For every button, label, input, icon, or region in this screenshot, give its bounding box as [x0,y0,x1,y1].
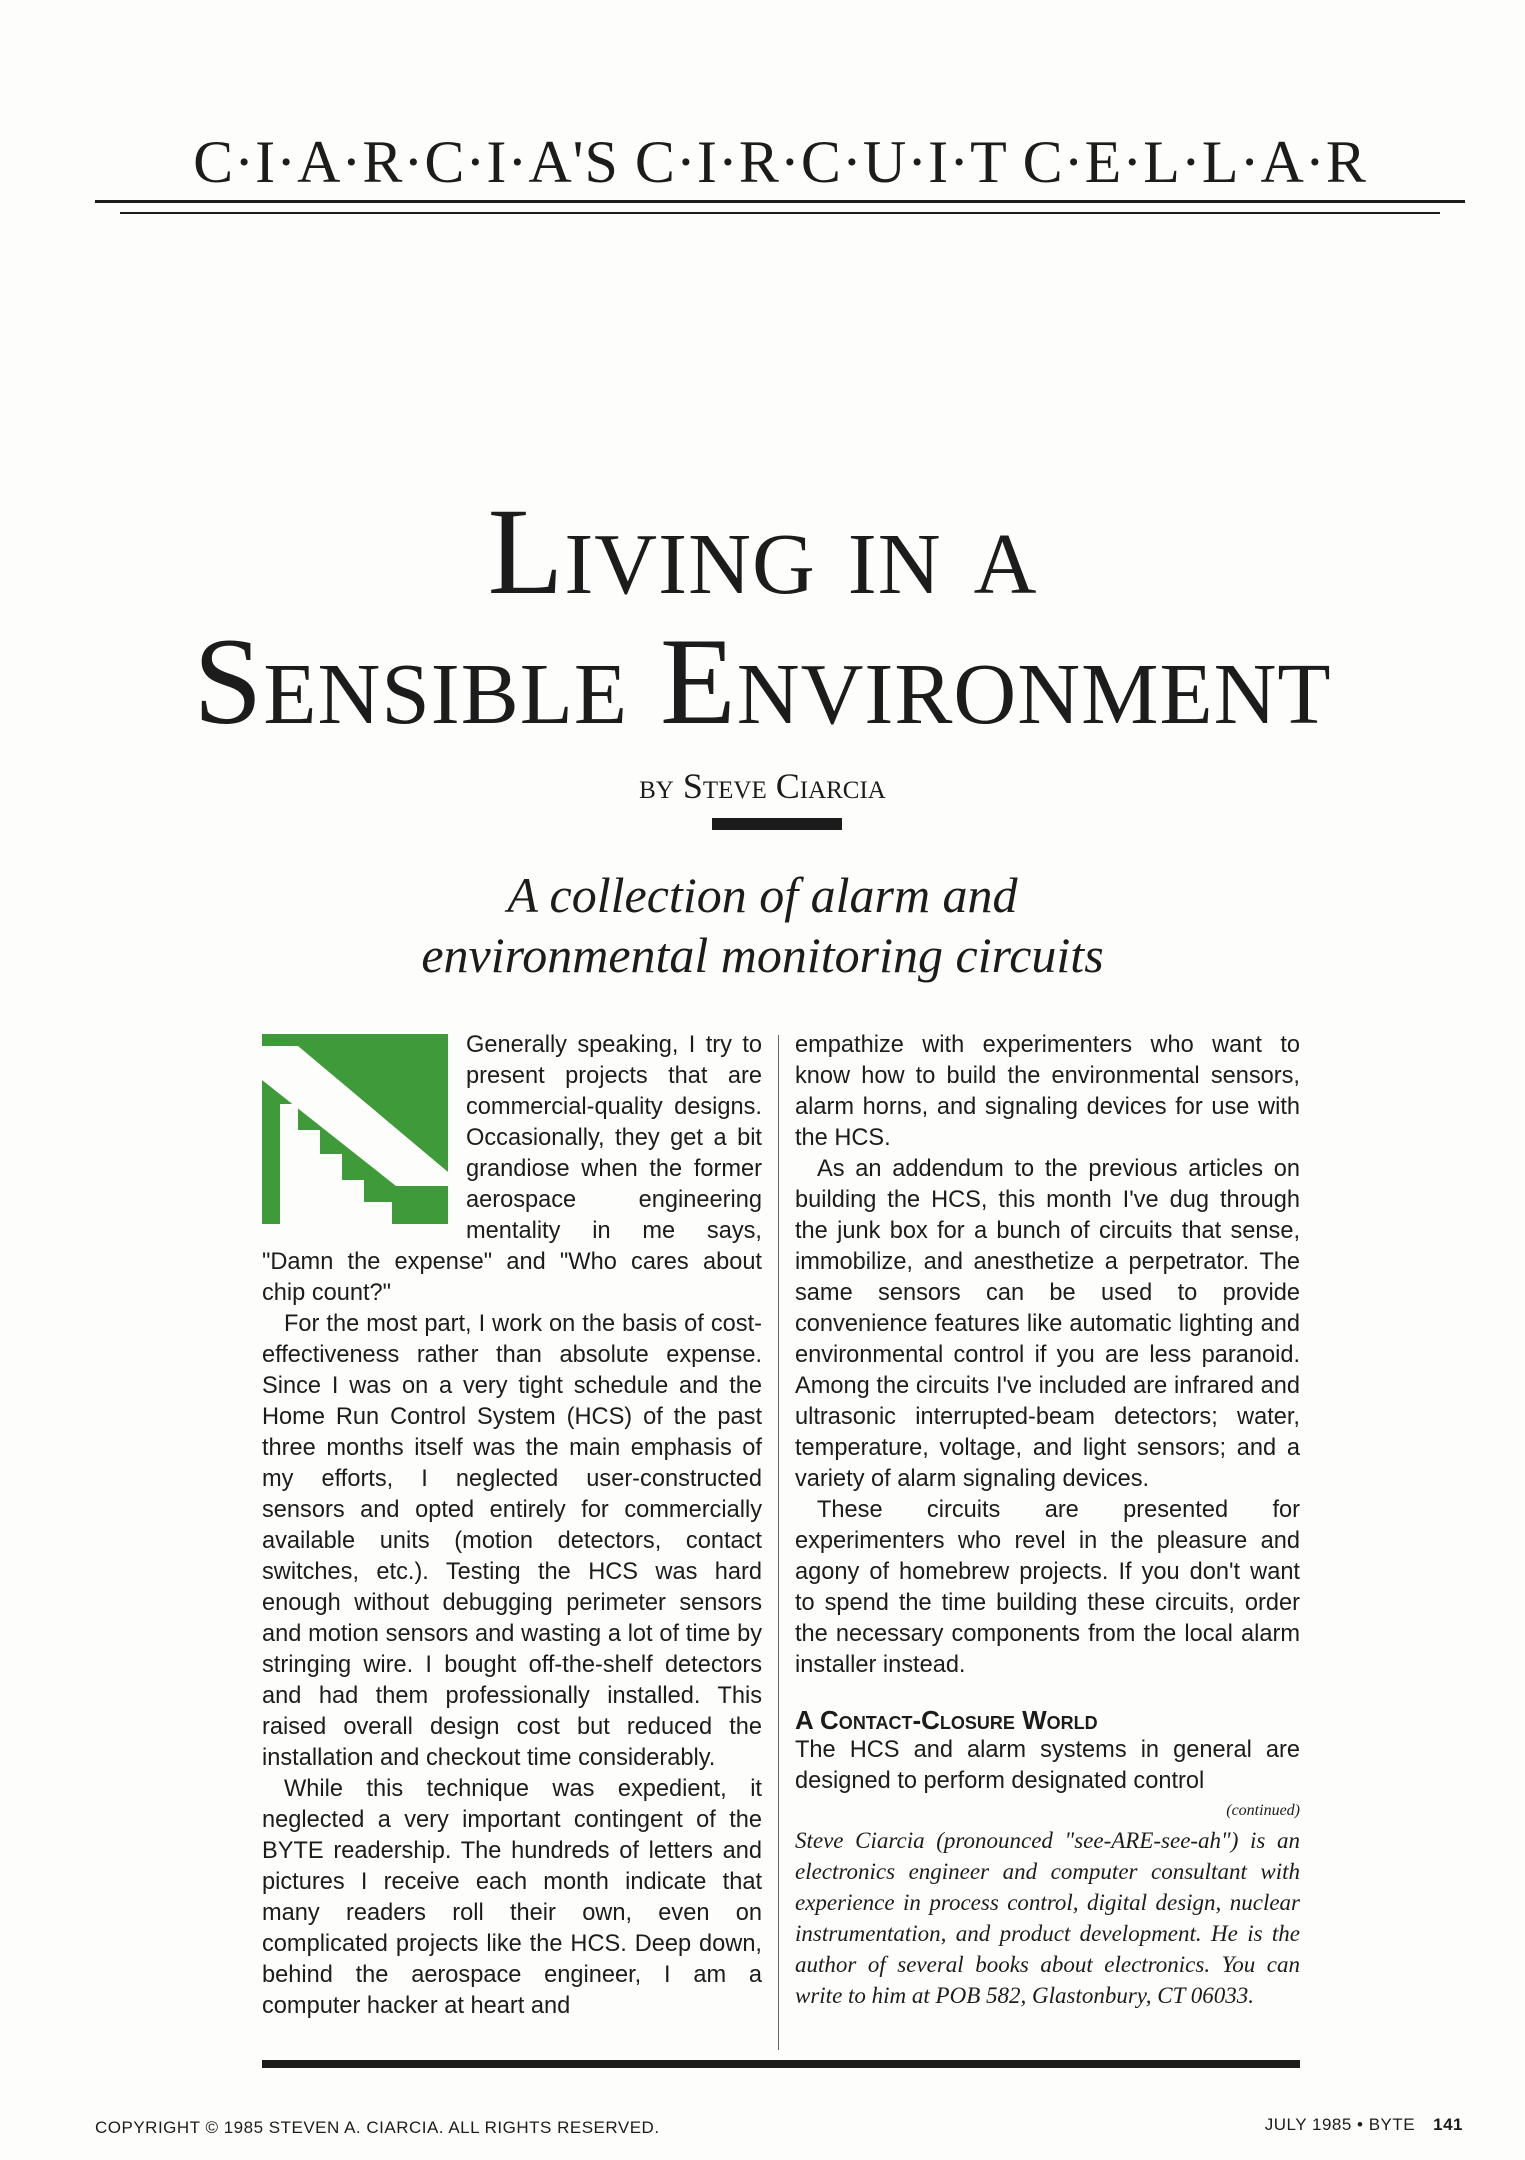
copyright-notice: COPYRIGHT © 1985 STEVEN A. CIARCIA. ALL RIGHTS RESERVED. [95,2118,660,2137]
dropcap-g-graphic [262,1034,448,1224]
header-rule-thin [120,212,1440,214]
left-column [262,1030,762,2022]
subhead: A Contact-Closure World [795,1705,1098,1735]
paragraph: These circuits are presented for experimenters who revel in the pleasure and agony of homebrew projects. If you don't want to spend the time building these circuits, order the necessary components from the local alarm installer instead. [795,1497,1300,1678]
article-deck [0,865,1525,985]
paragraph: As an addendum to the previous articles on building the HCS, this month I've dug through the junk box for a bunch of circuits that sense, immobilize, and anesthetize a perpetrator. The same sensors can be used to provide convenience features like automatic lighting and environmental control if you are less paranoid. Among the circuits I've included are infrared and ultrasonic interrupted-beam detectors; water, temperature, voltage, and light sensors; and a variety of alarm signaling devices. [795,1156,1300,1492]
deck-line1: A collection of alarm and [507,867,1018,923]
header-rule-thick [95,200,1465,203]
author-bio: Steve Ciarcia (pronounced "see-ARE-see-ah") is an electronics engineer and computer consultant with experience in process control, digital design, nuclear instrumentation, and product development. He is the author of several books about electronics. You can write to him at POB 582, Glastonbury, CT 06033. [795,1828,1300,2008]
page-number: 141 [1433,2115,1463,2134]
section-header [95,120,1465,210]
issue-label: JULY 1985 • BYTE [1264,2115,1416,2134]
paragraph: The HCS and alarm systems in general are designed to perform designated control [795,1737,1300,1794]
article-title-line2: Sensible Environment [193,613,1332,750]
paragraph: For the most part, I work on the basis of cost-effectiveness rather than absolute expense. Since I was on a very tight schedule and the Home Run Control System (HCS) of the past three months itself was the main emphasis of my efforts, I neglected user-constructed sensors and opted entirely for commercially available units (motion detectors, contact switches, etc.). Testing the HCS was hard enough without debugging perimeter sensors and motion sensors and wasting a lot of time by stringing wire. I bought off-the-shelf detectors and had them professionally installed. This raised overall design cost but reduced the installation and checkout time considerably. [262,1311,762,1771]
article-title-line1: Living in a [487,483,1038,620]
byline: by Steve Ciarcia [639,766,886,806]
section-title: C·I·A·R·C·I·A'S C·I·R·C·U·I·T C·E·L·L·A·R [193,129,1367,195]
column-divider [778,1035,779,2050]
bottom-rule [262,2060,1300,2068]
right-column [795,1030,1300,2011]
byline-divider [712,818,842,830]
page-footer [1265,2115,1463,2135]
paragraph: empathize with experimenters who want to know how to build the environmental sensors, alarm horns, and signaling devices for use with the HCS. [795,1032,1300,1151]
paragraph: Generally speaking, I try to present projects that are commercial-quality designs. Occasionally, they get a bit grandiose when the former aerospace engineering mentality in me says, "Damn the expense" and "Who cares about chip count?" [262,1032,762,1306]
continued-note: (continued) [1226,1802,1300,1819]
paragraph: While this technique was expedient, it neglected a very important contingent of the BYTE readership. The hundreds of letters and pictures I receive each month indicate that many readers roll their own, even on complicated projects like the HCS. Deep down, behind the aerospace engineer, I am a computer hacker at heart and [262,1776,762,2019]
deck-line2: environmental monitoring circuits [421,927,1104,983]
